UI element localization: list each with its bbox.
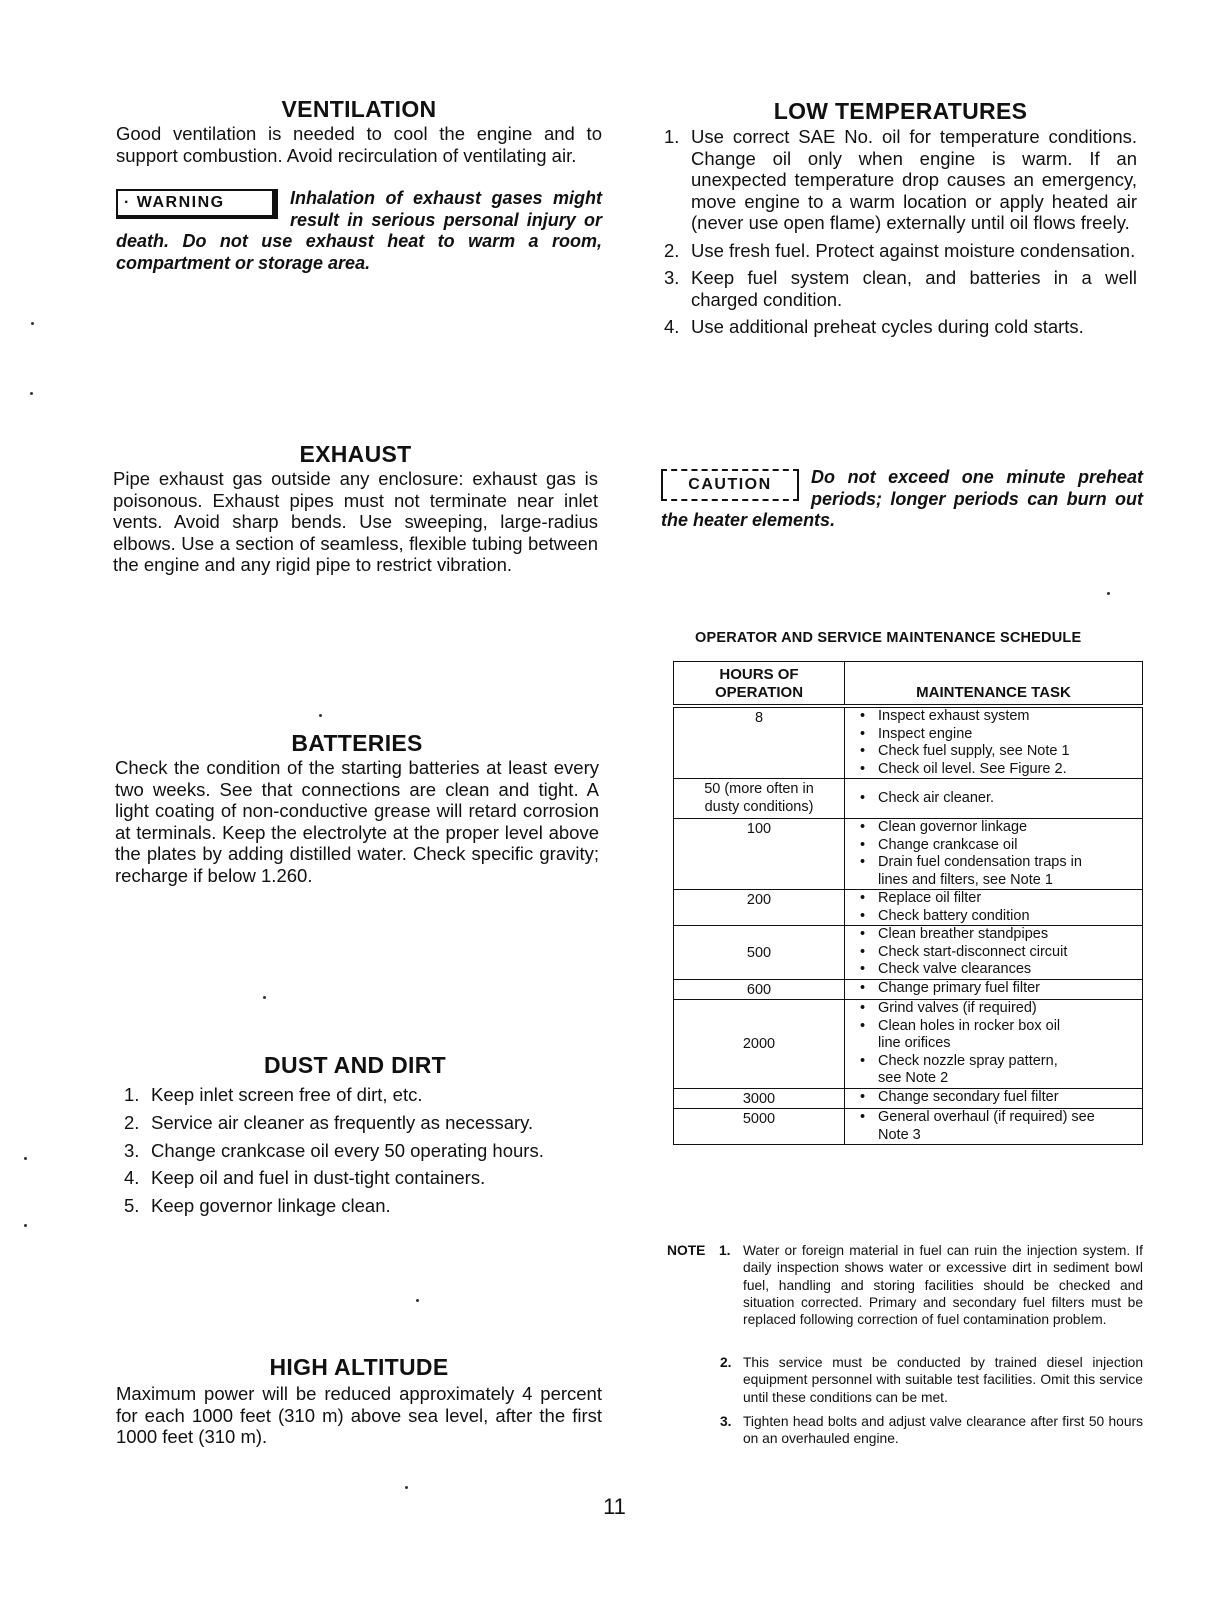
- scan-speck: [24, 1157, 27, 1160]
- high-altitude-body: Maximum power will be reduced approximately 4 percent for each 1000 feet (310 m) above sea level, after the first 1000 feet (310 m).: [116, 1383, 602, 1447]
- table-row: [674, 1109, 1143, 1145]
- list-item: 2. Use fresh fuel. Protect against moisture condensation.: [664, 239, 1136, 261]
- table-row: [674, 1000, 1143, 1089]
- table-row: [674, 706, 1143, 779]
- scan-speck: [24, 1224, 27, 1227]
- note-1-text: Water or foreign material in fuel can ruin the injection system. If daily inspection shows water or excessive dirt in sediment bowl fuel, handling and storing facilities should be checked and situation corrected. Primary and secondary fuel filters must be replaced following correction of fuel contamination problem.: [743, 1243, 1143, 1328]
- high-altitude-heading: HIGH ALTITUDE: [269, 1354, 449, 1380]
- low-temperatures-heading: LOW TEMPERATURES: [773, 98, 1028, 124]
- ventilation-body: Good ventilation is needed to cool the engine and to support combustion. Avoid recirculation of ventilating air.: [116, 123, 602, 166]
- task-cell: • Replace oil filter • Check battery condition: [845, 890, 1143, 926]
- high-altitude-section: [116, 1354, 602, 1448]
- warning-notice: [116, 188, 602, 274]
- warning-label-box: · WARNING: [116, 189, 278, 219]
- list-item: 2. Service air cleaner as frequently as necessary.: [124, 1111, 534, 1133]
- table-header-row: [674, 662, 1143, 707]
- caution-label-box: CAUTION: [661, 469, 799, 501]
- note-number: 2.: [720, 1355, 732, 1370]
- table-row: [674, 926, 1143, 980]
- notes-section: [667, 1242, 1143, 1452]
- batteries-heading: BATTERIES: [291, 730, 423, 756]
- hours-cell: 600: [674, 979, 845, 1000]
- column-header-task: MAINTENANCE TASK: [845, 662, 1143, 707]
- batteries-body: Check the condition of the starting batteries at least every two weeks. See that connections are clean and tight. A light coating of non-conductive grease will retard corrosion at terminals. Keep the electrolyte at the proper level above the plates by adding distilled water. Check specific gravity; recharge if below 1.260.: [115, 757, 599, 886]
- scan-speck: [416, 1299, 419, 1302]
- list-item: 1. Keep inlet screen free of dirt, etc.: [124, 1084, 423, 1105]
- task-cell: • General overhaul (if required) see Note 3: [845, 1109, 1143, 1145]
- low-temperatures-list: [664, 126, 1137, 338]
- table-row: [674, 890, 1143, 926]
- scan-speck: [31, 322, 34, 325]
- dust-section: [124, 1052, 604, 1223]
- hours-cell: 500: [674, 926, 845, 980]
- dust-heading: DUST AND DIRT: [264, 1052, 446, 1078]
- scan-speck: [1107, 592, 1110, 595]
- column-header-hours: HOURS OF OPERATION: [674, 662, 845, 707]
- task-cell: • Check air cleaner.: [845, 779, 1143, 819]
- task-cell: • Clean breather standpipes • Check start-disconnect circuit • Check valve clearances: [845, 926, 1143, 980]
- scan-speck: [30, 392, 33, 395]
- table-row: [674, 779, 1143, 819]
- hours-cell: 200: [674, 890, 845, 926]
- batteries-section: [115, 730, 599, 886]
- hours-cell: 100: [674, 819, 845, 890]
- list-item: 4. Use additional preheat cycles during cold starts.: [664, 316, 1084, 337]
- list-item: 3. Change crankcase oil every 50 operating hours.: [124, 1139, 544, 1161]
- scan-speck: [405, 1486, 408, 1489]
- table-row: [674, 1088, 1143, 1109]
- list-item: 1. Use correct SAE No. oil for temperature conditions. Change oil only when engine is warm. If an unexpected temperature drop causes an emergency, move engine to a warm location or apply heated air (never use open flame) externally until oil flows freely.: [664, 126, 1137, 233]
- page-number: 11: [603, 1494, 626, 1519]
- task-cell: • Change secondary fuel filter: [845, 1088, 1143, 1109]
- exhaust-body: Pipe exhaust gas outside any enclosure: exhaust gas is poisonous. Exhaust pipes must not terminate near inlet vents. Avoid sharp bends. Use sweeping, large-radius elbows. Use a section of seamless, flexible tubing between the engine and any rigid pipe to restrict vibration.: [113, 468, 598, 575]
- scan-speck: [319, 714, 322, 717]
- schedule-title: OPERATOR AND SERVICE MAINTENANCE SCHEDULE: [695, 630, 1082, 646]
- ventilation-heading: VENTILATION: [281, 96, 437, 122]
- warning-text: Inhalation of exhaust gases might result in serious personal injury or death. Do not use exhaust heat to warm a room, compartment or storage area.: [116, 188, 602, 273]
- hours-cell: 8: [674, 706, 845, 779]
- hours-cell: 50 (more often in dusty conditions): [674, 779, 845, 819]
- task-cell: • Change primary fuel filter: [845, 979, 1143, 1000]
- hours-cell: 5000: [674, 1109, 845, 1145]
- note-number: 3.: [720, 1414, 732, 1429]
- task-cell: • Inspect exhaust system • Inspect engine • Check fuel supply, see Note 1 • Check oil level. See Figure 2.: [845, 706, 1143, 779]
- note-2-text: This service must be conducted by trained diesel injection equipment personnel with suitable test facilities. Omit this service until these conditions can be met.: [743, 1355, 1143, 1405]
- low-temperatures-section: [664, 98, 1137, 344]
- table-row: [674, 979, 1143, 1000]
- caution-text: Do not exceed one minute preheat periods; longer periods can burn out the heater elements.: [661, 467, 1143, 530]
- scan-speck: [263, 996, 266, 999]
- table-row: [674, 819, 1143, 890]
- list-item: 5. Keep governor linkage clean.: [124, 1195, 391, 1217]
- maintenance-schedule-table: [673, 661, 1143, 1145]
- exhaust-section: [113, 441, 598, 576]
- caution-notice: [661, 467, 1143, 532]
- exhaust-heading: EXHAUST: [299, 441, 412, 467]
- hours-cell: 2000: [674, 1000, 845, 1089]
- note-label: NOTE: [667, 1243, 706, 1258]
- note-number: 1.: [719, 1243, 731, 1258]
- note-3-text: Tighten head bolts and adjust valve clearance after first 50 hours on an overhauled engine.: [743, 1414, 1143, 1447]
- list-item: 4. Keep oil and fuel in dust-tight containers.: [124, 1167, 486, 1189]
- list-item: 3. Keep fuel system clean, and batteries in a well charged condition.: [664, 267, 1137, 310]
- task-cell: • Clean governor linkage • Change crankcase oil • Drain fuel condensation traps in lines and filters, see Note 1: [845, 819, 1143, 890]
- dust-list: [124, 1084, 604, 1217]
- task-cell: • Grind valves (if required) • Clean holes in rocker box oil line orifices • Check nozzle spray pattern, see Note 2: [845, 1000, 1143, 1089]
- ventilation-section: [116, 96, 602, 274]
- hours-cell: 3000: [674, 1088, 845, 1109]
